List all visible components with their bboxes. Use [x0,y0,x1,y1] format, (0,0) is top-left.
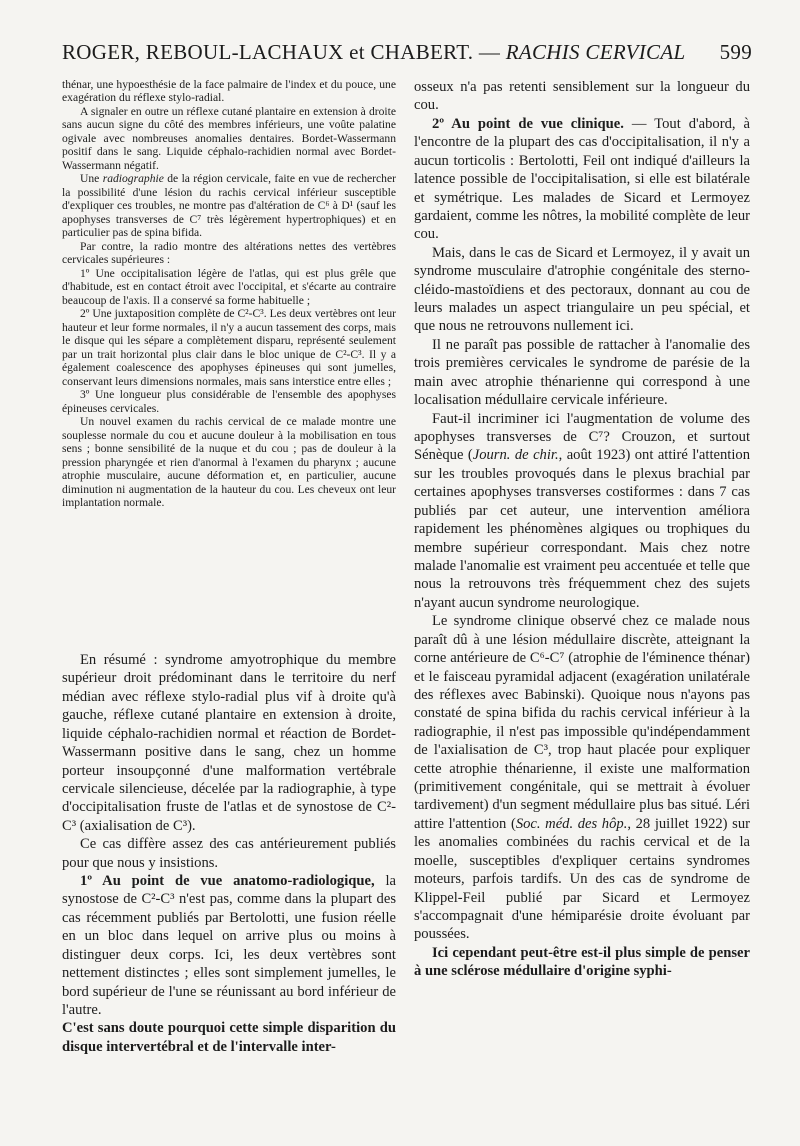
left-paragraph-7: 3º Une longueur plus considérable de l'ensemble des apophyses épineuses cervicales. [62,388,396,415]
left-small-print-section [62,78,396,643]
left-paragraph-5: 1º Une occipitalisation légère de l'atlas, qui est plus grêle que d'habitude, est en contact étroit avec l'occipital, et s'écarte au contraire beaucoup de l'axis. Il a conservé sa forme habituelle ; [62,266,396,307]
right-p6-text-a: Le syndrome clinique observé chez ce malade nous paraît dû à une lésion médullaire discrète, atteignant la corne antérieure de C⁶-C⁷ (atrophie de l'éminence thénar) et le faisceau pyramidal adjacent (exagération unilatérale des réflexes avec Babinski). Quoique nous n'ayons pas constaté de spina bifida du rachis cervical inférieur à la radiographie, il n'est pas impossible qu'indépendamment de l'axialisation de C³, trop haut placée pour expliquer cette atrophie thénarienne, il existe une malformation (primitivement congénitale, qui se mettrait à évoluer tardivement) d'un segment médullaire plus bas situé. Léri attire l'attention ( [414,613,750,832]
right-paragraph-7 [414,944,750,981]
left-paragraph-12 [62,1019,396,1056]
left-paragraph-3 [62,172,396,239]
left-p3-text-b: de la région cervicale, faite en vue de rechercher la possibilité d'une lésion du rachis cervical inférieur susceptible d'expliquer ces troubles, ne montre pas d'altération de C⁶ à D¹ (sauf les apophyses transverses de C⁷ très légèrement hypertrophiques) et en particulier pas de spina bifida. [62,172,396,240]
right-paragraph-4: Il ne paraît pas possible de rattacher à l'anomalie des trois premières cervicales le syndrome de parésie de la main avec atrophie thénarienne qui correspond à une localisation médullaire cervicale inférieure. [414,336,750,409]
left-p12-bold-text: C'est sans doute pourquoi cette simple disparition du disque intervertébral et de l'intervalle inter- [62,1020,396,1055]
right-paragraph-6 [414,612,750,944]
left-paragraph-10: Ce cas diffère assez des cas antérieurement publiés pour que nous y insistions. [62,836,396,871]
right-p5-italic: Journ. de chir. [472,447,559,464]
left-paragraph-9: En résumé : syndrome amyotrophique du membre supérieur droit prédominant dans le territoire du nerf médian avec réflexe stylo-radial plus vif à droite qu'à gauche, réflexe cutané plantaire en extension à droite, liquide céphalo-rachidien normal et réaction de Bordet-Wassermann positive dans le sang, chez un homme porteur insoupçonné d'une malformation vertébrale cervicale silencieuse, décelée par la radiographie, à type d'occipitalisation fruste de l'atlas et de synostose de C²-C³ (axialisation de C³). [62,652,396,834]
right-paragraph-2 [414,115,750,244]
left-paragraph-4: Par contre, la radio montre des altérations nettes des vertèbres cervicales supérieures : [62,239,396,267]
page-number: 599 [719,40,752,64]
header-authors: ROGER, REBOUL-LACHAUX et CHABERT. [62,40,474,64]
right-p5-text-a: Faut-il incriminer ici l'augmentation de volume des apophyses transverses de C⁷? Crouzon, et surtout Sénèque ( [414,410,750,464]
left-paragraph-8: Un nouvel examen du rachis cervical de ce malade montre une souplesse normale du cou et aucune douleur à la mobilisation en tous sens ; bonne sensibilité de la nuque et du cou ; pas de douleur à la pression pharyngée et rien d'anormal à l'examen du pharynx ; aucune atrophie musculaire, aucune déformation et, en particulier, aucune diminution ni augmentation de la hauteur du cou. Les cheveux ont leur implantation normale. [62,415,396,510]
header-dash: — [473,40,506,64]
left-p3-text-a: Une [80,172,103,186]
right-paragraph-5 [414,410,750,613]
left-column [62,78,396,1056]
running-header-title [62,40,685,65]
left-paragraph-2: A signaler en outre un réflexe cutané plantaire en extension à droite sans aucun signe du côté des membres inférieurs, une voûte palatine ogivale avec nombreuses anomalies dentaires. Bordet-Wassermann positif dans le sang. Liquide céphalo-rachidien normal avec Bordet-Wassermann négatif. [62,104,396,172]
right-p7-bold-text: Ici cependant peut-être est-il plus simple de penser à une sclérose médullaire d'origine syphi- [414,944,750,980]
left-p11-text: la synostose de C²-C³ n'est pas, comme dans la plupart des cas récemment publiés par Bertolotti, une fusion réelle en un bloc dans lequel on arrive plus ou moins à distinguer deux corps. Ici, les deux vertèbres sont nettement distinctes ; elles sont simplement jumelles, le bord supérieur de l'une se réunissant au bord inférieur de l'autre. [62,873,396,1019]
right-p5-text-b: , août 1923) ont attiré l'attention sur les troubles provoqués dans le plexus brachial par certaines apophyses transverses costiformes : dans 7 cas publiés par cet auteur, une intervention améliora rapidement les phénomènes algiques ou trophiques du membre supérieur correspondant. Mais chez notre malade l'anomalie est vraiment peu accentuée et telle que nous la retrouvons très fréquemment chez des sujets n'ayant aucun syndrome neurologique. [414,447,750,611]
left-paragraph-11 [62,872,396,1019]
right-p2-text: — Tout d'abord, à l'encontre de la plupart des cas d'occipitalisation, il n'y a aucun torticolis : Bertolotti, Feil ont indiqué d'ailleurs la latence possible de l'occipitalisation, si elle est bilatérale et symétrique. Les malades de Sicard et Lermoyez gardaient, comme les nôtres, la mobilité complète de leur cou. [414,115,750,243]
right-p2-heading: 2º Au point de vue clinique. [432,115,624,132]
running-header [62,40,752,70]
right-p6-text-b: , 28 juillet 1922) sur les anomalies combinées du rachis cervical et de la moelle, susceptibles d'expliquer certains syndromes moteurs, parfois tardifs. Un des cas de syndrome de Klippel-Feil publié par Sicard et Lermoyez s'accompagnait d'une hémiparésie droite évoluant par poussées. [414,815,750,943]
left-p3-italic: radiographie [102,172,164,186]
left-paragraph-6: 2º Une juxtaposition complète de C²-C³. Les deux vertèbres ont leur hauteur et leur forme normales, il n'y a aucun tassement des corps, mais le disque qui les sépare a complètement disparu, représenté seulement par un trait horizontal plus clair dans le bloc unique de C²-C³. Il y a également coalescence des apophyses épineuses qui sont jumelles, conservant leurs dimensions normales, mais sans interstice entre elles ; [62,307,396,388]
right-paragraph-1: osseux n'a pas retenti sensiblement sur la longueur du cou. [414,79,750,114]
right-paragraph-3: Mais, dans le cas de Sicard et Lermoyez, il y avait un syndrome musculaire d'atrophie congénitale des sterno-cléido-mastoïdiens et des pectoraux, donnant au cou de leurs malades un aspect triangulaire un peu spécial, et que nous ne retrouvons nullement ici. [414,244,750,335]
header-section: RACHIS CERVICAL [505,40,686,64]
left-paragraph-1: thénar, une hypoesthésie de la face palmaire de l'index et du pouce, une exagération du réflexe stylo-radial. [62,78,396,105]
left-p11-heading: 1º Au point de vue anatomo-radiologique, [80,873,375,890]
right-p6-italic: Soc. méd. des hôp. [515,815,628,832]
right-column [414,78,750,981]
